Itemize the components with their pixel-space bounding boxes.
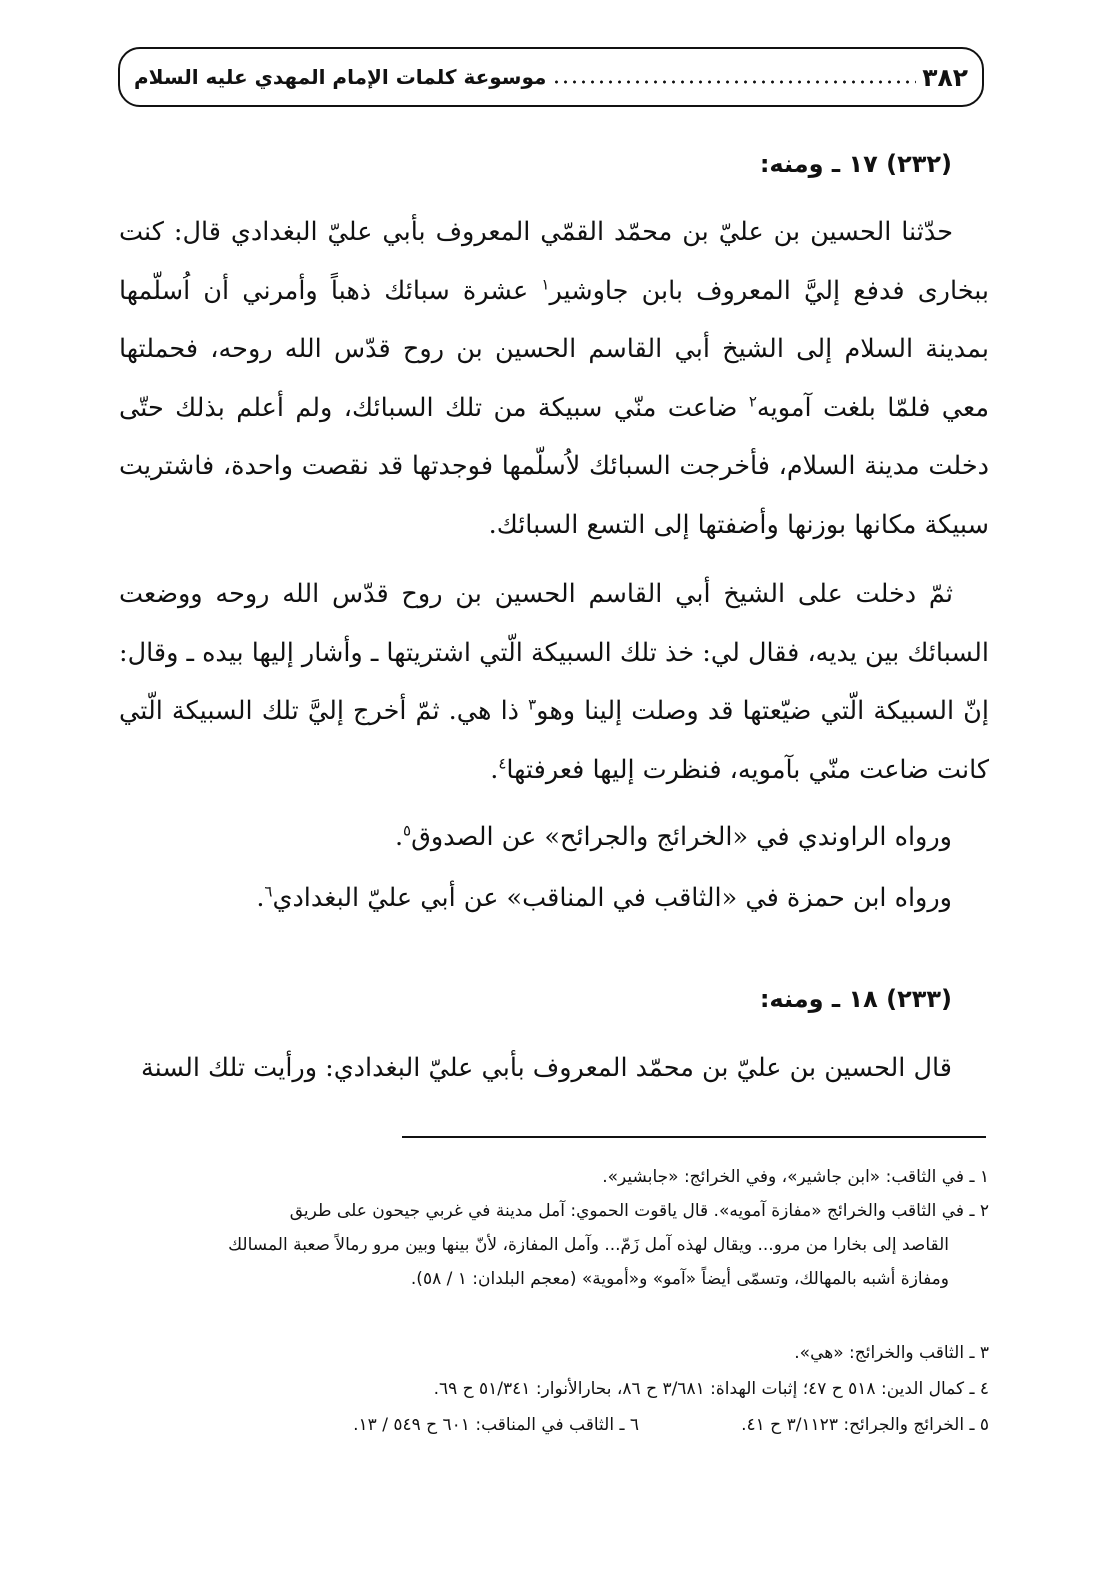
paragraph-section-233 [119, 1043, 952, 1093]
footnote-2 [119, 1194, 989, 1296]
line-text: ورواه ابن حمزة في «الثاقب في المناقب» عن أبي عليّ البغدادي [272, 883, 952, 913]
paragraph-narration [119, 203, 989, 554]
footnote-ref: ٤ [498, 754, 507, 772]
footnote-ref: ٦ [264, 882, 273, 901]
section-heading-233: (٢٣٣) ١٨ ـ ومنه: [759, 985, 952, 1013]
footnote-2-line-2: القاصد إلى بخارا من مرو... ويقال لهذه آمل زَمّ... وآمل المفازة، لأنّ بينها وبين مرو رمالاً صعبة المسالك [228, 1235, 949, 1255]
line-text: قال الحسين بن عليّ بن محمّد المعروف بأبي عليّ البغدادي: ورأيت تلك السنة [140, 1053, 952, 1083]
leader-dots [552, 80, 916, 84]
footnote-4: ٤ ـ كمال الدين: ٥١٨ ح ٤٧؛ إثبات الهداة: ٣/٦٨١ ح ٨٦، بحارالأنوار: ٥١/٣٤١ ح ٦٩. [433, 1379, 989, 1399]
footnote-5: ٥ ـ الخرائج والجرائح: ٣/١١٢٣ ح ٤١. [741, 1415, 989, 1435]
paragraph-text: عشرة سبائك ذهباً وأمرني أن اُسلّمها بمدينة السلام إلى الشيخ أبي القاسم الحسين بن روح قدّس الله روحه، فحملتها معي فلمّا بلغت آمويه [119, 275, 989, 423]
footnote-2-line-3: ومفازة أشبه بالمهالك، وتسمّى أيضاً «آمو» و«أموية» (معجم البلدان: ١ / ٥٨). [410, 1269, 949, 1289]
page-number: ٣٨٢ [922, 62, 968, 92]
line-text: ورواه الراوندي في «الخرائج والجرائح» عن الصدوق [411, 822, 952, 852]
footnote-1: ١ ـ في الثاقب: «ابن جاشير»، وفي الخرائج: «جابشير». [602, 1167, 989, 1187]
running-header [118, 47, 984, 107]
narration-line-rawandi: ورواه الراوندي في «الخرائج والجرائح» عن الصدوق$^٥$. [394, 821, 952, 852]
footnote-3: ٣ ـ الثاقب والخرائج: «هي». [794, 1343, 989, 1363]
section-heading-232: (٢٣٢) ١٧ ـ ومنه: [759, 150, 952, 178]
footnote-row-5-6 [119, 1408, 989, 1442]
footnote-divider [402, 1136, 986, 1138]
footnote-2-line-1: ٢ ـ في الثاقب والخرائج «مفازة آمويه». قال ياقوت الحموي: آمل مدينة في غربي جيحون على طريق [289, 1201, 989, 1221]
footnote-ref: ١ [541, 275, 550, 293]
paragraph-text: ثمّ دخلت على الشيخ أبي القاسم الحسين بن روح قدّس الله روحه ووضعت السبائك بين يديه، فقال لي: خذ تلك السبيكة الّتي اشتريتها ـ وأشار إليها بيده ـ وقال: إنّ السبيكة الّتي ضيّعتها قد وصلت إلينا وهو [119, 579, 989, 726]
footnote-ref: ٥ [403, 821, 412, 840]
paragraph-text: ذا هي. ثمّ أخرج إليَّ تلك السبيكة الّتي كانت ضاعت منّي بآمويه، فنظرت إليها فعرفتها [119, 696, 989, 785]
footnote-6: ٦ ـ الثاقب في المناقب: ٦٠١ ح ٥٤٩ / ١٣. [353, 1415, 639, 1435]
footnote-ref: ٣ [528, 695, 537, 714]
book-title: موسوعة كلمات الإمام المهدي عليه السلام [134, 65, 547, 89]
narration-line-ibn-hamza: ورواه ابن حمزة في «الثاقب في المناقب» عن أبي عليّ البغدادي$^٦$. [256, 882, 952, 913]
paragraph-continuation: ثمّ دخلت على الشيخ أبي القاسم الحسين بن روح قدّس الله روحه ووضعت السبائك بين يديه، فقال لي: خذ تلك السبيكة الّتي اشتريتها ـ وأشار إليها بيده ـ وقال: إنّ السبيكة الّتي ضيّعتها قد وصلت إلينا وهو$^٣$ ذا هي. ثمّ أخرج إليَّ تلك السبيكة الّتي كانت ضاعت منّي بآمويه، فنظرت إليها فعرفتها$^٤$. [119, 579, 989, 785]
footnote-ref: ٢ [748, 392, 757, 410]
paragraph-text: ضاعت منّي سبيكة من تلك السبائك، ولم أعلم بذلك حتّى دخلت مدينة السلام، فأخرجت السبائك لاُسلّمها فوجدتها قد نقصت واحدة، فاشتريت سبيكة مكانها بوزنها وأضفتها إلى التسع السبائك. [119, 392, 989, 540]
paragraph-text: حدّثنا الحسين بن عليّ بن محمّد القمّي المعروف بأبي عليّ البغدادي قال: كنت ببخارى فدفع إليَّ المعروف بابن جاوشير [119, 217, 989, 306]
